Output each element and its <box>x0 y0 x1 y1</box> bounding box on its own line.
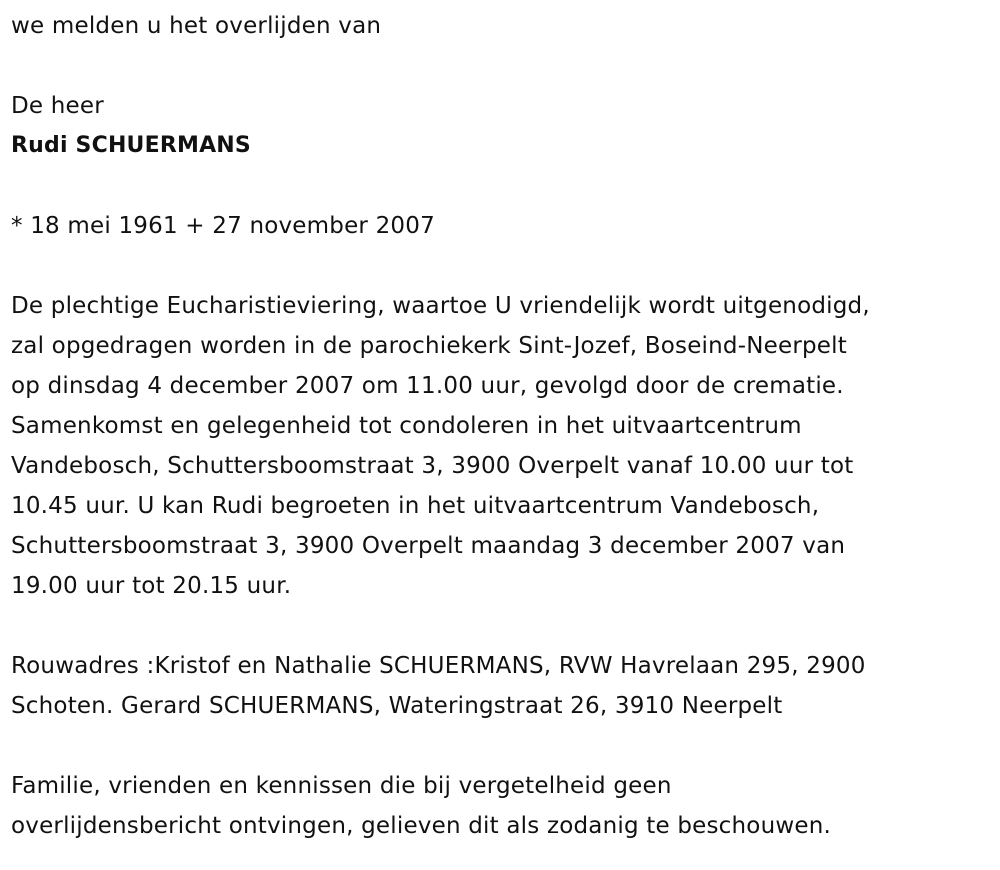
spacer <box>11 246 996 286</box>
service-line: 19.00 uur tot 20.15 uur. <box>11 573 292 599</box>
closing-line: Familie, vrienden en kennissen die bij vergetelheid geen <box>11 773 672 799</box>
address-line: Rouwadres :Kristof en Nathalie SCHUERMANS, RVW Havrelaan 295, 2900 <box>11 653 866 679</box>
service-line: zal opgedragen worden in de parochiekerk Sint-Jozef, Boseind-Neerpelt <box>11 333 847 359</box>
service-paragraph <box>11 286 996 606</box>
service-line: 10.45 uur. U kan Rudi begroeten in het uitvaartcentrum Vandebosch, <box>11 493 820 519</box>
intro-text: we melden u het overlijden van <box>11 13 382 39</box>
deceased-name: Rudi SCHUERMANS <box>11 133 251 158</box>
service-line: Samenkomst en gelegenheid tot condoleren in het uitvaartcentrum <box>11 413 802 439</box>
death-notice <box>11 6 996 846</box>
service-line: op dinsdag 4 december 2007 om 11.00 uur, gevolgd door de crematie. <box>11 373 844 399</box>
salutation: De heer <box>11 93 104 119</box>
mourning-address-paragraph <box>11 646 996 726</box>
service-line: De plechtige Eucharistieviering, waartoe U vriendelijk wordt uitgenodigd, <box>11 293 870 319</box>
life-dates: * 18 mei 1961 + 27 november 2007 <box>11 213 435 239</box>
closing-line: overlijdensbericht ontvingen, gelieven dit als zodanig te beschouwen. <box>11 813 831 839</box>
closing-paragraph <box>11 766 996 846</box>
service-line: Schuttersboomstraat 3, 3900 Overpelt maandag 3 december 2007 van <box>11 533 846 559</box>
spacer <box>11 606 996 646</box>
service-line: Vandebosch, Schuttersboomstraat 3, 3900 Overpelt vanaf 10.00 uur tot <box>11 453 854 479</box>
spacer <box>11 46 996 86</box>
address-line: Schoten. Gerard SCHUERMANS, Wateringstraat 26, 3910 Neerpelt <box>11 693 783 719</box>
spacer <box>11 166 996 206</box>
spacer <box>11 726 996 766</box>
